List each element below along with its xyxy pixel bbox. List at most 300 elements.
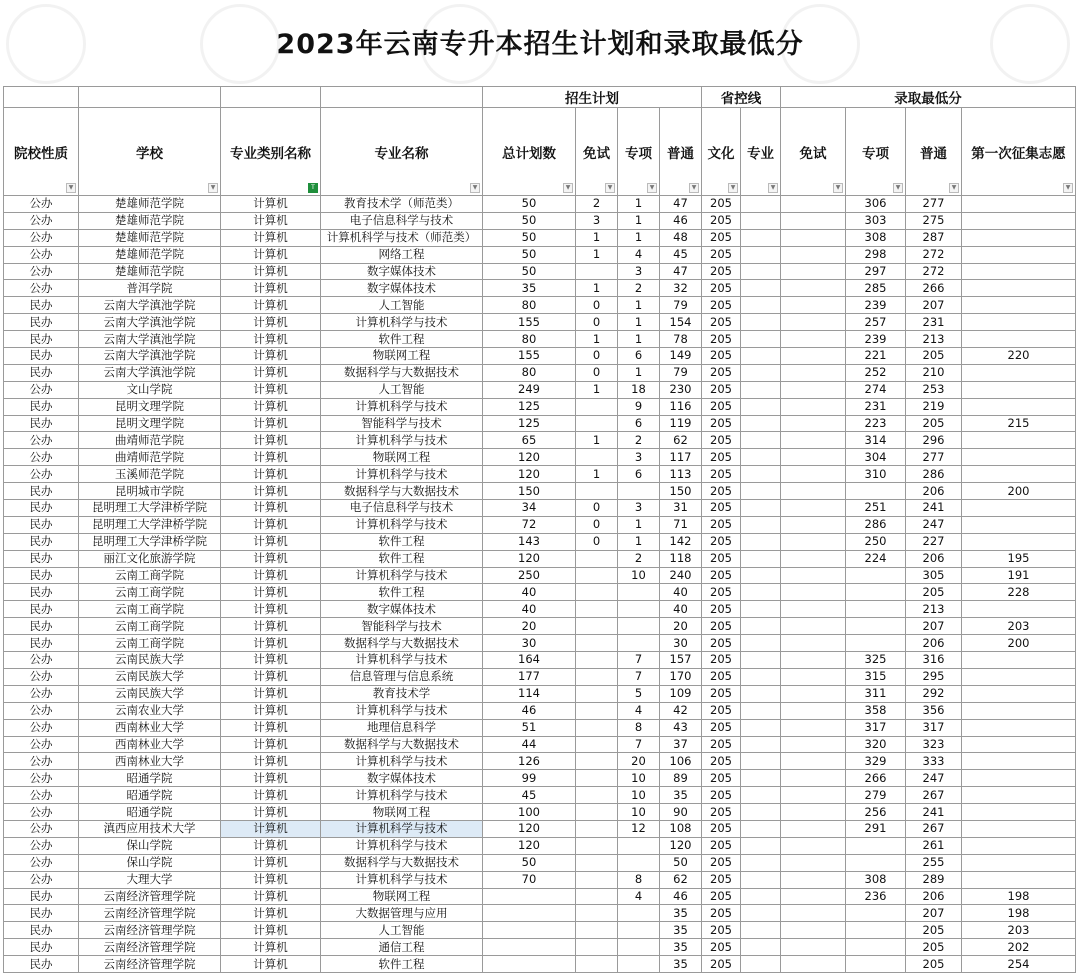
cell-plan-total[interactable]: 46 [483,702,576,719]
cell-score-general[interactable]: 231 [906,314,962,331]
cell-nature[interactable]: 公办 [4,820,79,837]
cell-plan-special[interactable]: 2 [618,432,660,449]
cell-ctrl-culture[interactable]: 205 [702,702,741,719]
cell-score-exempt[interactable] [781,331,846,348]
cell-nature[interactable]: 公办 [4,212,79,229]
cell-plan-total[interactable]: 40 [483,601,576,618]
cell-ctrl-major[interactable] [741,922,781,939]
cell-plan-general[interactable]: 117 [660,449,702,466]
cell-plan-exempt[interactable] [576,905,618,922]
cell-plan-exempt[interactable]: 0 [576,516,618,533]
column-header-score-general[interactable]: 普通 ▼ [906,108,962,196]
cell-plan-exempt[interactable]: 1 [576,466,618,483]
cell-plan-general[interactable]: 79 [660,297,702,314]
cell-plan-general[interactable]: 120 [660,837,702,854]
cell-plan-special[interactable]: 10 [618,787,660,804]
cell-score-first[interactable]: 191 [962,567,1076,584]
cell-score-general[interactable]: 210 [906,364,962,381]
cell-plan-general[interactable]: 42 [660,702,702,719]
cell-plan-general[interactable]: 119 [660,415,702,432]
cell-ctrl-culture[interactable]: 205 [702,736,741,753]
column-header-ctrl-major[interactable]: 专业 ▼ [741,108,781,196]
cell-nature[interactable]: 民办 [4,500,79,517]
cell-plan-total[interactable]: 143 [483,533,576,550]
filter-dropdown-icon[interactable]: ▼ [893,183,903,193]
cell-plan-general[interactable]: 230 [660,381,702,398]
cell-category[interactable]: 计算机 [221,500,321,517]
cell-score-first[interactable] [962,770,1076,787]
cell-score-special[interactable]: 279 [846,787,906,804]
cell-nature[interactable]: 民办 [4,618,79,635]
cell-plan-total[interactable] [483,939,576,956]
cell-major[interactable]: 计算机科学与技术 [321,314,483,331]
cell-ctrl-major[interactable] [741,246,781,263]
cell-ctrl-culture[interactable]: 205 [702,212,741,229]
cell-score-first[interactable] [962,753,1076,770]
cell-score-special[interactable]: 250 [846,533,906,550]
cell-plan-special[interactable]: 1 [618,331,660,348]
cell-ctrl-culture[interactable]: 205 [702,331,741,348]
cell-score-general[interactable]: 247 [906,516,962,533]
cell-plan-total[interactable]: 30 [483,635,576,652]
filter-active-icon[interactable]: T [308,183,318,193]
cell-plan-special[interactable]: 2 [618,280,660,297]
cell-score-exempt[interactable] [781,280,846,297]
cell-score-first[interactable] [962,533,1076,550]
cell-nature[interactable]: 民办 [4,331,79,348]
cell-school[interactable]: 云南工商学院 [79,601,221,618]
cell-school[interactable]: 保山学院 [79,837,221,854]
cell-score-general[interactable]: 206 [906,635,962,652]
cell-score-general[interactable]: 207 [906,618,962,635]
cell-ctrl-culture[interactable]: 205 [702,466,741,483]
cell-major[interactable]: 物联网工程 [321,348,483,365]
cell-score-exempt[interactable] [781,381,846,398]
cell-plan-general[interactable]: 79 [660,364,702,381]
cell-score-general[interactable]: 295 [906,668,962,685]
cell-ctrl-major[interactable] [741,702,781,719]
cell-plan-total[interactable]: 249 [483,381,576,398]
cell-plan-special[interactable]: 10 [618,770,660,787]
cell-plan-exempt[interactable] [576,871,618,888]
cell-plan-special[interactable]: 1 [618,212,660,229]
cell-ctrl-culture[interactable]: 205 [702,297,741,314]
cell-plan-exempt[interactable] [576,415,618,432]
cell-plan-total[interactable]: 45 [483,787,576,804]
cell-nature[interactable]: 民办 [4,584,79,601]
cell-ctrl-culture[interactable]: 205 [702,635,741,652]
cell-category[interactable]: 计算机 [221,246,321,263]
cell-plan-total[interactable]: 155 [483,314,576,331]
cell-school[interactable]: 昆明城市学院 [79,483,221,500]
cell-category[interactable]: 计算机 [221,719,321,736]
cell-major[interactable]: 人工智能 [321,922,483,939]
cell-plan-special[interactable]: 7 [618,736,660,753]
cell-category[interactable]: 计算机 [221,314,321,331]
cell-category[interactable]: 计算机 [221,348,321,365]
column-header-score-special[interactable]: 专项 ▼ [846,108,906,196]
cell-score-first[interactable]: 254 [962,956,1076,973]
cell-score-exempt[interactable] [781,922,846,939]
cell-plan-special[interactable]: 3 [618,449,660,466]
cell-category[interactable]: 计算机 [221,871,321,888]
cell-score-first[interactable]: 195 [962,550,1076,567]
cell-category[interactable]: 计算机 [221,432,321,449]
column-header-plan-exempt[interactable]: 免试 ▼ [576,108,618,196]
cell-score-special[interactable]: 224 [846,550,906,567]
cell-nature[interactable]: 公办 [4,837,79,854]
cell-ctrl-major[interactable] [741,348,781,365]
cell-nature[interactable]: 民办 [4,956,79,973]
cell-plan-exempt[interactable] [576,922,618,939]
cell-nature[interactable]: 公办 [4,787,79,804]
cell-plan-total[interactable]: 155 [483,348,576,365]
cell-plan-total[interactable] [483,956,576,973]
cell-score-first[interactable] [962,381,1076,398]
cell-ctrl-major[interactable] [741,888,781,905]
cell-category[interactable]: 计算机 [221,820,321,837]
cell-score-general[interactable]: 287 [906,229,962,246]
cell-ctrl-major[interactable] [741,263,781,280]
cell-ctrl-major[interactable] [741,415,781,432]
cell-plan-special[interactable] [618,956,660,973]
cell-score-special[interactable]: 236 [846,888,906,905]
column-header-plan-special[interactable]: 专项 ▼ [618,108,660,196]
cell-score-general[interactable]: 305 [906,567,962,584]
cell-score-general[interactable]: 275 [906,212,962,229]
cell-category[interactable]: 计算机 [221,212,321,229]
cell-score-special[interactable]: 358 [846,702,906,719]
cell-score-special[interactable]: 311 [846,685,906,702]
cell-score-general[interactable]: 205 [906,584,962,601]
cell-major[interactable]: 数据科学与大数据技术 [321,364,483,381]
cell-nature[interactable]: 公办 [4,466,79,483]
cell-plan-special[interactable]: 4 [618,702,660,719]
cell-ctrl-culture[interactable]: 205 [702,719,741,736]
cell-major[interactable]: 软件工程 [321,533,483,550]
column-header-nature[interactable]: 院校性质 ▼ [4,108,79,196]
cell-plan-general[interactable]: 170 [660,668,702,685]
cell-plan-special[interactable]: 2 [618,550,660,567]
cell-plan-general[interactable]: 113 [660,466,702,483]
cell-category[interactable]: 计算机 [221,381,321,398]
cell-school[interactable]: 昆明理工大学津桥学院 [79,516,221,533]
cell-score-exempt[interactable] [781,854,846,871]
cell-score-general[interactable]: 261 [906,837,962,854]
cell-ctrl-major[interactable] [741,685,781,702]
cell-score-special[interactable] [846,567,906,584]
cell-score-exempt[interactable] [781,820,846,837]
cell-score-special[interactable] [846,618,906,635]
cell-score-exempt[interactable] [781,837,846,854]
cell-major[interactable]: 软件工程 [321,956,483,973]
cell-score-special[interactable]: 303 [846,212,906,229]
cell-score-general[interactable]: 286 [906,466,962,483]
cell-school[interactable]: 曲靖师范学院 [79,449,221,466]
cell-ctrl-major[interactable] [741,804,781,821]
cell-ctrl-major[interactable] [741,652,781,669]
cell-score-special[interactable]: 314 [846,432,906,449]
cell-ctrl-major[interactable] [741,787,781,804]
cell-school[interactable]: 昆明文理学院 [79,415,221,432]
cell-plan-general[interactable]: 71 [660,516,702,533]
cell-category[interactable]: 计算机 [221,888,321,905]
cell-plan-general[interactable]: 62 [660,432,702,449]
cell-score-first[interactable]: 198 [962,905,1076,922]
cell-score-exempt[interactable] [781,871,846,888]
cell-ctrl-major[interactable] [741,905,781,922]
cell-score-first[interactable] [962,787,1076,804]
cell-score-special[interactable]: 291 [846,820,906,837]
cell-score-general[interactable]: 296 [906,432,962,449]
cell-score-general[interactable]: 206 [906,483,962,500]
cell-plan-special[interactable]: 6 [618,466,660,483]
cell-score-exempt[interactable] [781,567,846,584]
cell-score-general[interactable]: 247 [906,770,962,787]
cell-major[interactable]: 数据科学与大数据技术 [321,635,483,652]
cell-major[interactable]: 计算机科学与技术 [321,702,483,719]
cell-score-first[interactable] [962,263,1076,280]
cell-plan-total[interactable]: 80 [483,364,576,381]
cell-school[interactable]: 玉溪师范学院 [79,466,221,483]
cell-plan-total[interactable]: 250 [483,567,576,584]
cell-nature[interactable]: 民办 [4,888,79,905]
cell-plan-exempt[interactable] [576,719,618,736]
cell-plan-general[interactable]: 109 [660,685,702,702]
cell-ctrl-culture[interactable]: 205 [702,956,741,973]
cell-ctrl-major[interactable] [741,618,781,635]
cell-ctrl-major[interactable] [741,939,781,956]
cell-score-general[interactable]: 317 [906,719,962,736]
cell-nature[interactable]: 公办 [4,246,79,263]
cell-score-first[interactable] [962,719,1076,736]
cell-score-first[interactable] [962,820,1076,837]
cell-plan-total[interactable]: 114 [483,685,576,702]
cell-plan-special[interactable] [618,905,660,922]
cell-plan-total[interactable]: 65 [483,432,576,449]
cell-category[interactable]: 计算机 [221,483,321,500]
cell-ctrl-culture[interactable]: 205 [702,770,741,787]
cell-school[interactable]: 云南经济管理学院 [79,888,221,905]
cell-ctrl-major[interactable] [741,314,781,331]
cell-major[interactable]: 软件工程 [321,584,483,601]
cell-school[interactable]: 云南工商学院 [79,635,221,652]
cell-ctrl-culture[interactable]: 205 [702,196,741,213]
cell-score-special[interactable]: 304 [846,449,906,466]
cell-plan-general[interactable]: 35 [660,905,702,922]
cell-plan-exempt[interactable]: 0 [576,533,618,550]
cell-ctrl-culture[interactable]: 205 [702,668,741,685]
cell-score-exempt[interactable] [781,550,846,567]
cell-plan-special[interactable]: 1 [618,297,660,314]
cell-plan-general[interactable]: 106 [660,753,702,770]
cell-major[interactable]: 计算机科学与技术 [321,432,483,449]
cell-score-special[interactable]: 266 [846,770,906,787]
cell-plan-special[interactable] [618,837,660,854]
cell-ctrl-culture[interactable]: 205 [702,398,741,415]
cell-school[interactable]: 云南民族大学 [79,668,221,685]
cell-nature[interactable]: 公办 [4,432,79,449]
cell-score-exempt[interactable] [781,702,846,719]
cell-nature[interactable]: 公办 [4,871,79,888]
cell-school[interactable]: 楚雄师范学院 [79,263,221,280]
cell-category[interactable]: 计算机 [221,736,321,753]
cell-ctrl-major[interactable] [741,196,781,213]
cell-score-first[interactable]: 202 [962,939,1076,956]
cell-plan-general[interactable]: 46 [660,888,702,905]
cell-category[interactable]: 计算机 [221,280,321,297]
cell-category[interactable]: 计算机 [221,922,321,939]
cell-score-special[interactable]: 231 [846,398,906,415]
cell-school[interactable]: 云南经济管理学院 [79,939,221,956]
cell-plan-total[interactable]: 100 [483,804,576,821]
cell-score-exempt[interactable] [781,449,846,466]
cell-score-first[interactable] [962,280,1076,297]
cell-plan-special[interactable]: 1 [618,516,660,533]
cell-major[interactable]: 数字媒体技术 [321,280,483,297]
cell-major[interactable]: 数据科学与大数据技术 [321,483,483,500]
cell-plan-exempt[interactable]: 0 [576,314,618,331]
cell-score-general[interactable]: 207 [906,297,962,314]
cell-plan-total[interactable]: 35 [483,280,576,297]
cell-score-special[interactable]: 310 [846,466,906,483]
cell-nature[interactable]: 公办 [4,381,79,398]
cell-plan-total[interactable]: 120 [483,550,576,567]
cell-ctrl-culture[interactable]: 205 [702,364,741,381]
cell-major[interactable]: 计算机科学与技术（师范类） [321,229,483,246]
cell-major[interactable]: 网络工程 [321,246,483,263]
cell-major[interactable]: 通信工程 [321,939,483,956]
cell-score-general[interactable]: 356 [906,702,962,719]
cell-plan-special[interactable] [618,939,660,956]
cell-category[interactable]: 计算机 [221,415,321,432]
cell-score-exempt[interactable] [781,483,846,500]
cell-ctrl-major[interactable] [741,668,781,685]
cell-plan-total[interactable]: 50 [483,854,576,871]
cell-plan-special[interactable]: 7 [618,668,660,685]
cell-score-special[interactable]: 297 [846,263,906,280]
cell-score-special[interactable]: 223 [846,415,906,432]
cell-category[interactable]: 计算机 [221,652,321,669]
cell-plan-general[interactable]: 45 [660,246,702,263]
cell-plan-exempt[interactable] [576,888,618,905]
cell-score-first[interactable] [962,449,1076,466]
cell-score-general[interactable]: 333 [906,753,962,770]
cell-score-special[interactable]: 298 [846,246,906,263]
filter-dropdown-icon[interactable]: ▼ [728,183,738,193]
cell-plan-special[interactable] [618,601,660,618]
cell-plan-exempt[interactable] [576,854,618,871]
cell-ctrl-culture[interactable]: 205 [702,854,741,871]
cell-score-exempt[interactable] [781,939,846,956]
cell-ctrl-culture[interactable]: 205 [702,584,741,601]
column-header-score-first[interactable]: 第一次征集志愿 ▼ [962,108,1076,196]
cell-score-general[interactable]: 255 [906,854,962,871]
cell-plan-exempt[interactable]: 1 [576,381,618,398]
cell-plan-general[interactable]: 150 [660,483,702,500]
cell-score-exempt[interactable] [781,652,846,669]
cell-category[interactable]: 计算机 [221,567,321,584]
cell-plan-exempt[interactable]: 1 [576,246,618,263]
cell-category[interactable]: 计算机 [221,854,321,871]
cell-nature[interactable]: 公办 [4,719,79,736]
cell-score-first[interactable]: 203 [962,922,1076,939]
cell-score-exempt[interactable] [781,246,846,263]
cell-score-general[interactable]: 277 [906,449,962,466]
cell-nature[interactable]: 民办 [4,348,79,365]
cell-major[interactable]: 智能科学与技术 [321,415,483,432]
cell-score-exempt[interactable] [781,466,846,483]
cell-plan-exempt[interactable] [576,618,618,635]
cell-score-first[interactable]: 228 [962,584,1076,601]
cell-score-first[interactable] [962,871,1076,888]
cell-plan-total[interactable]: 50 [483,229,576,246]
cell-score-general[interactable]: 277 [906,196,962,213]
cell-category[interactable]: 计算机 [221,449,321,466]
cell-score-special[interactable]: 251 [846,500,906,517]
cell-ctrl-culture[interactable]: 205 [702,837,741,854]
cell-plan-exempt[interactable] [576,263,618,280]
cell-major[interactable]: 人工智能 [321,297,483,314]
cell-ctrl-major[interactable] [741,297,781,314]
cell-category[interactable]: 计算机 [221,956,321,973]
cell-major[interactable]: 信息管理与信息系统 [321,668,483,685]
cell-ctrl-culture[interactable]: 205 [702,415,741,432]
cell-plan-special[interactable]: 10 [618,804,660,821]
cell-score-special[interactable] [846,483,906,500]
cell-major[interactable]: 计算机科学与技术 [321,787,483,804]
cell-score-special[interactable]: 257 [846,314,906,331]
cell-score-first[interactable] [962,196,1076,213]
cell-score-general[interactable]: 266 [906,280,962,297]
cell-plan-exempt[interactable] [576,652,618,669]
cell-score-special[interactable]: 256 [846,804,906,821]
cell-score-special[interactable] [846,956,906,973]
cell-plan-special[interactable]: 20 [618,753,660,770]
cell-category[interactable]: 计算机 [221,297,321,314]
cell-plan-total[interactable]: 34 [483,500,576,517]
cell-category[interactable]: 计算机 [221,770,321,787]
cell-plan-total[interactable] [483,905,576,922]
cell-score-general[interactable]: 253 [906,381,962,398]
cell-plan-exempt[interactable]: 1 [576,331,618,348]
cell-plan-exempt[interactable] [576,956,618,973]
cell-score-exempt[interactable] [781,415,846,432]
cell-score-general[interactable]: 205 [906,348,962,365]
cell-major[interactable]: 数字媒体技术 [321,770,483,787]
column-header-ctrl-culture[interactable]: 文化 ▼ [702,108,741,196]
cell-ctrl-major[interactable] [741,635,781,652]
cell-plan-total[interactable]: 120 [483,466,576,483]
cell-score-first[interactable] [962,212,1076,229]
cell-school[interactable]: 云南民族大学 [79,652,221,669]
cell-score-exempt[interactable] [781,364,846,381]
cell-plan-general[interactable]: 32 [660,280,702,297]
cell-nature[interactable]: 民办 [4,939,79,956]
cell-nature[interactable]: 民办 [4,567,79,584]
cell-ctrl-culture[interactable]: 205 [702,314,741,331]
cell-major[interactable]: 计算机科学与技术 [321,753,483,770]
cell-score-special[interactable]: 252 [846,364,906,381]
cell-ctrl-culture[interactable]: 205 [702,263,741,280]
cell-score-exempt[interactable] [781,500,846,517]
cell-plan-total[interactable] [483,888,576,905]
cell-ctrl-culture[interactable]: 205 [702,432,741,449]
cell-score-exempt[interactable] [781,601,846,618]
cell-ctrl-culture[interactable]: 205 [702,939,741,956]
cell-score-first[interactable]: 200 [962,483,1076,500]
cell-ctrl-culture[interactable]: 205 [702,804,741,821]
